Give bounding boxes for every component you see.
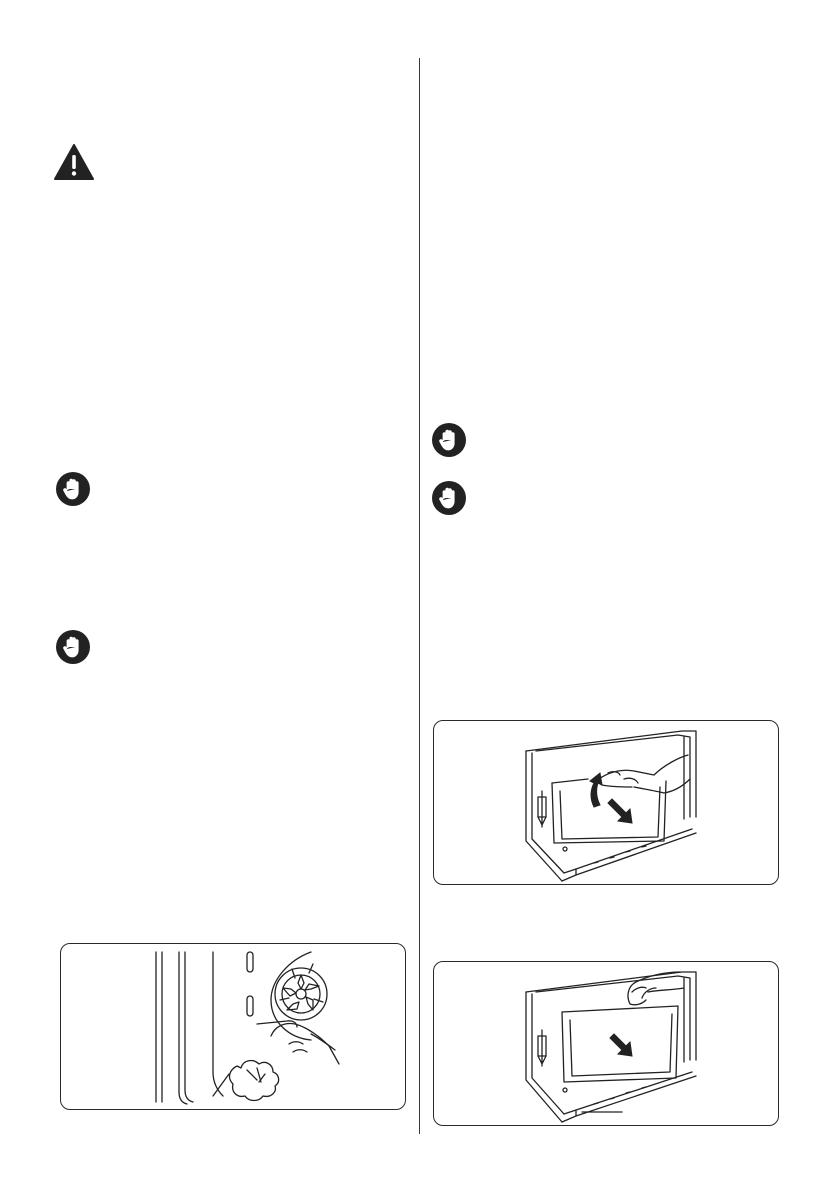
- raised-hand-icon: [56, 472, 90, 506]
- door-glass-remove-illustration: [433, 961, 779, 1126]
- raised-hand-icon: [56, 630, 90, 664]
- oven-cleaning-illustration: [60, 943, 406, 1110]
- raised-hand-icon: [432, 423, 466, 457]
- warning-triangle-icon: [54, 144, 94, 180]
- door-glass-lift-illustration: [433, 720, 779, 885]
- column-divider: [419, 58, 420, 1134]
- raised-hand-icon: [432, 481, 466, 515]
